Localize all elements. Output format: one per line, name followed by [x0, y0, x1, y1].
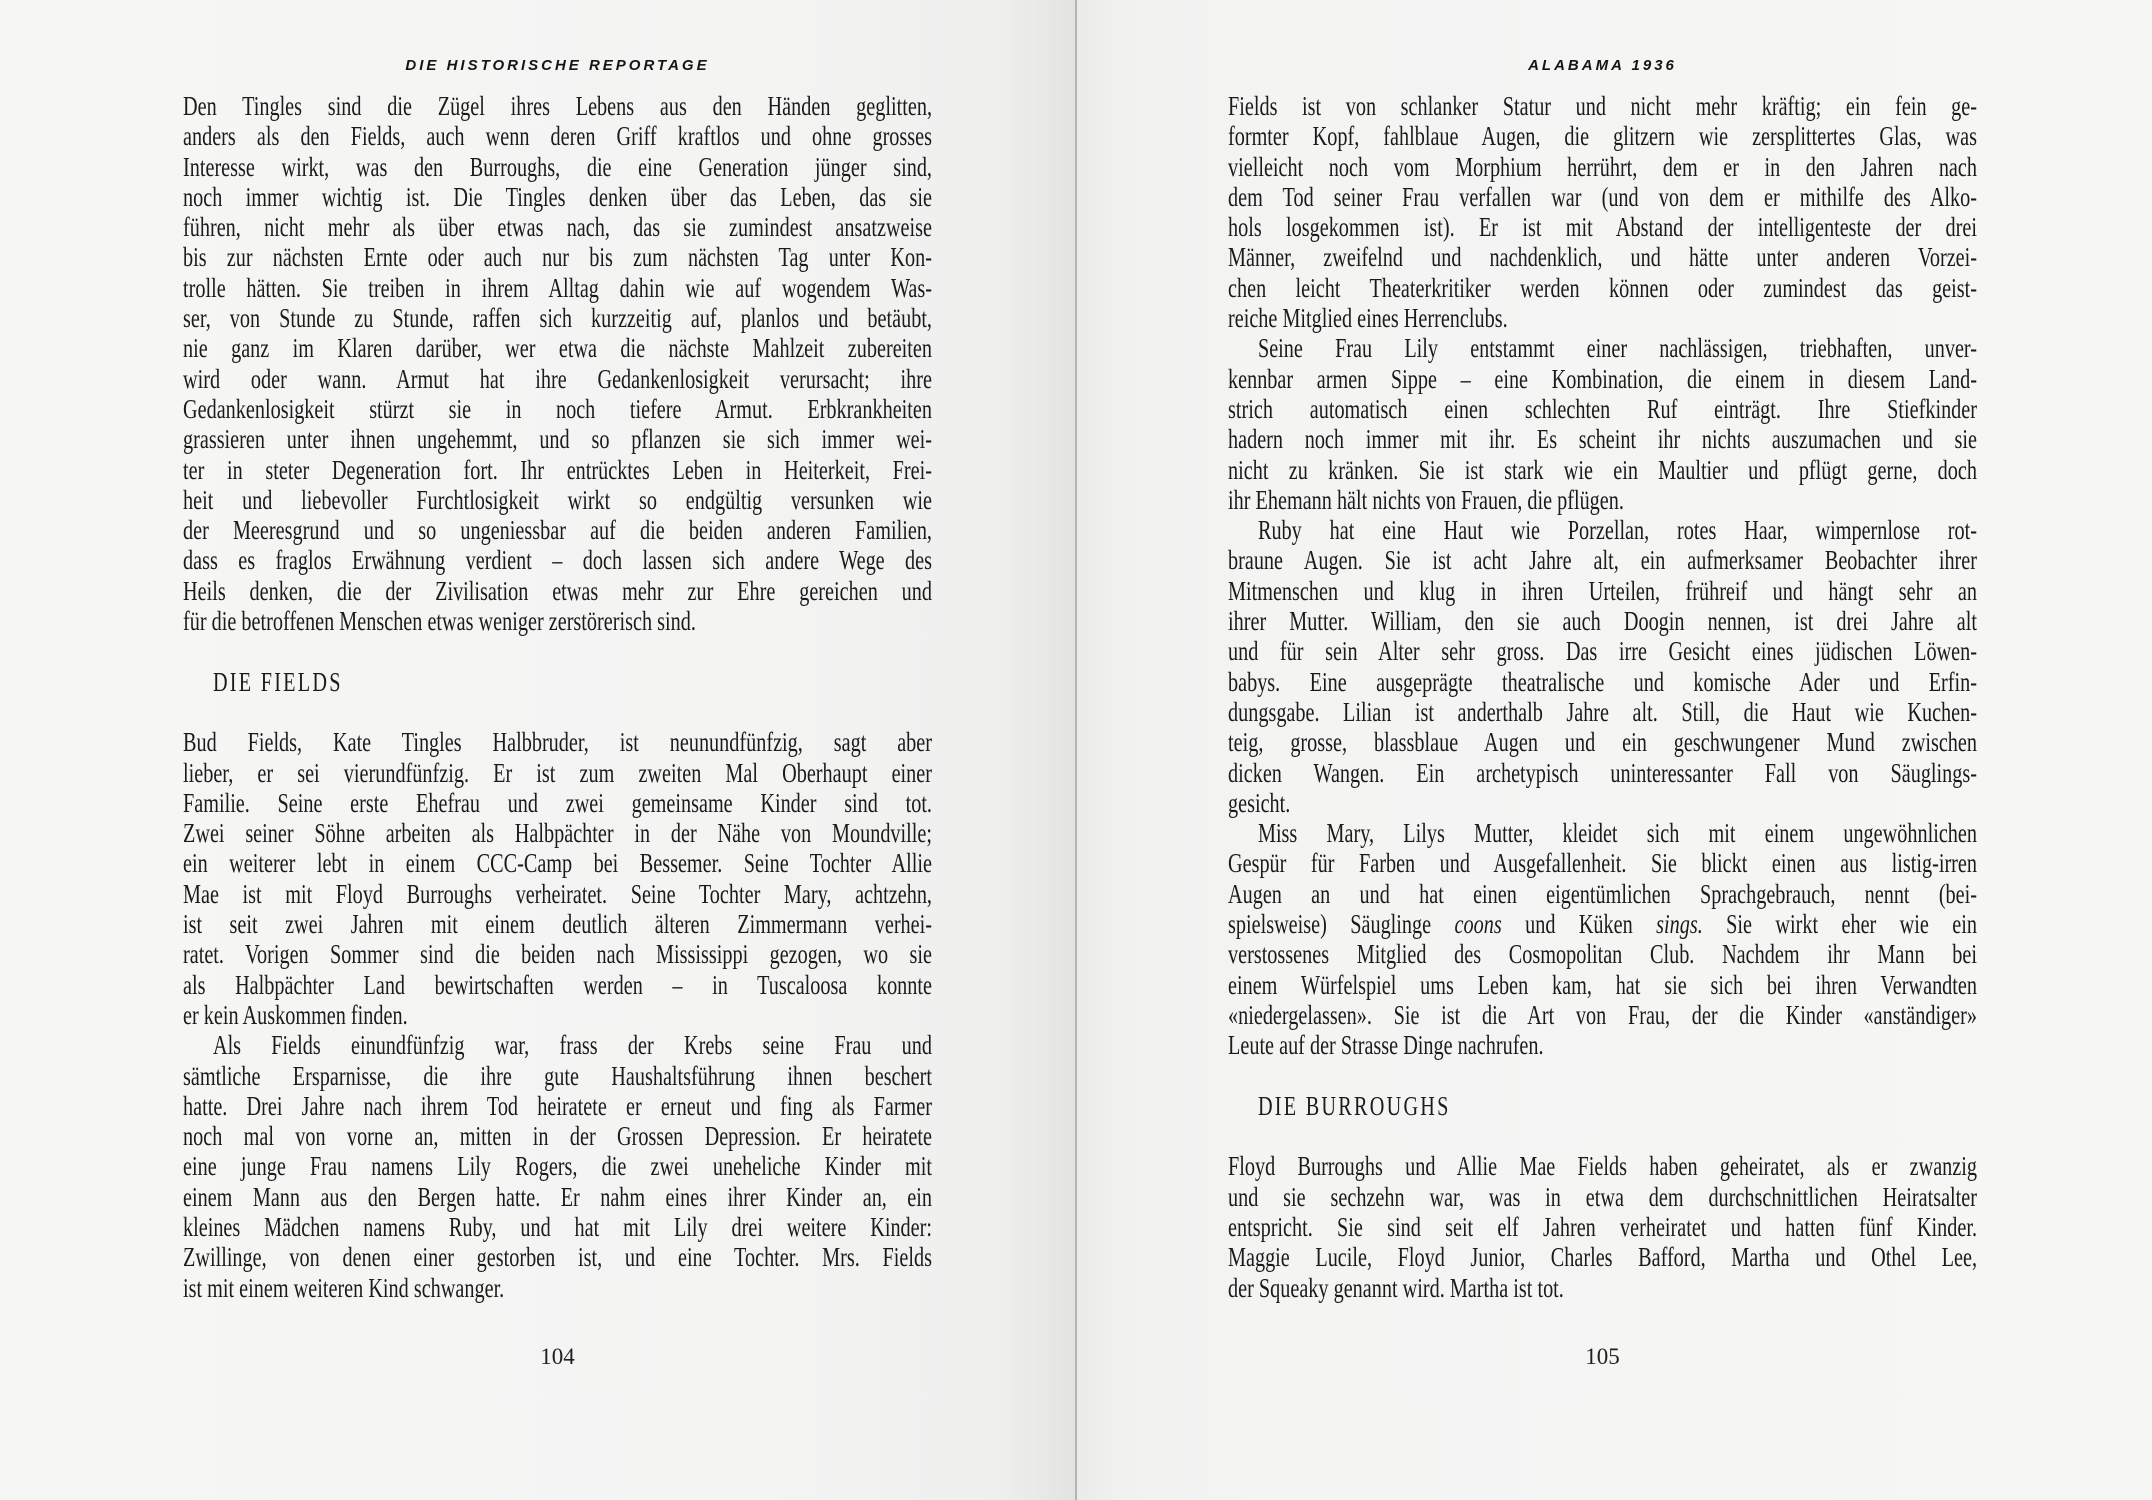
text-line: ist seit zwei Jahren mit einem deutlich älteren Zimmermann verhei- [183, 909, 932, 940]
text-line: Familie. Seine erste Ehefrau und zwei gemeinsame Kinder sind tot. [183, 787, 932, 818]
text-line: hadern noch immer mit ihr. Es scheint ihr nichts auszumachen und sie [1228, 424, 1977, 455]
text-line: trolle hätten. Sie treiben in ihrem Alltag dahin wie auf wogendem Was- [183, 272, 932, 303]
text-line: Augen an und hat einen eigentümlichen Sprachgebrauch, nennt (bei- [1228, 878, 1977, 909]
section-heading: DIE BURROUGHS [1257, 1090, 1451, 1121]
text-line: Bud Fields, Kate Tingles Halbbruder, ist neunundfünfzig, sagt aber [183, 727, 932, 758]
text-line: braune Augen. Sie ist acht Jahre alt, ein aufmerksamer Beobachter ihrer [1228, 545, 1977, 576]
text-line: Männer, zweifelnd und nachdenklich, und hätte unter anderen Vorzei- [1228, 242, 1977, 273]
paragraph [183, 727, 932, 1030]
text-line: er kein Auskommen finden. [183, 999, 408, 1030]
text-line: Mitmenschen und klug in ihren Urteilen, frühreif und hängt sehr an [1228, 575, 1977, 606]
text-line: heit und liebevoller Furchtlosigkeit wirkt so endgültig versunken wie [183, 484, 932, 515]
text-line: der Squeaky genannt wird. Martha ist tot. [1228, 1272, 1564, 1303]
text-line: dem Tod seiner Frau verfallen war (und von dem er mithilfe des Alko- [1228, 181, 1977, 212]
text-line: dicken Wangen. Ein archetypisch uninteressanter Fall von Säuglings- [1228, 757, 1977, 788]
right-page-number: 105 [1585, 1344, 1620, 1369]
paragraph [183, 91, 932, 636]
text-line: einem Mann aus den Bergen hatte. Er nahm eines ihrer Kinder an, ein [183, 1181, 932, 1212]
paragraph [1228, 333, 1977, 515]
text-line: Miss Mary, Lilys Mutter, kleidet sich mit einem ungewöhnlichen [1257, 818, 1977, 849]
text-line: Leute auf der Strasse Dinge nachrufen. [1228, 1030, 1544, 1061]
text-line: noch mal von vorne an, mitten in der Grossen Depression. Er heiratete [183, 1121, 932, 1152]
right-page-text [1228, 91, 1977, 1303]
paragraph [1228, 515, 1977, 818]
text-line: teig, grosse, blassblaue Augen und ein geschwungener Mund zwischen [1228, 727, 1977, 758]
text-line: ser, von Stunde zu Stunde, raffen sich kurzzeitig auf, planlos und betäubt, [183, 303, 932, 334]
text-line: Den Tingles sind die Zügel ihres Lebens aus den Händen geglitten, [183, 91, 932, 121]
text-line: sämtliche Ersparnisse, die ihre gute Haushaltsführung ihnen beschert [183, 1060, 932, 1091]
text-line: ist mit einem weiteren Kind schwanger. [183, 1272, 505, 1303]
text-line: führen, nicht mehr als über etwas nach, das sie zumindest ansatzweise [183, 212, 932, 243]
text-line: formter Kopf, fahlblaue Augen, die glitzern wie zersplittertes Glas, was [1228, 121, 1977, 152]
paragraph [1228, 91, 1977, 333]
text-line: nicht zu kränken. Sie ist stark wie ein Maultier und pflügt gerne, doch [1228, 454, 1977, 485]
right-running-head: ALABAMA 1936 [1528, 57, 1677, 74]
paragraph [1228, 1151, 1977, 1302]
text-line: spielsweise) Säuglinge coons und Küken sings. Sie wirkt eher wie ein [1228, 909, 1977, 940]
left-page [0, 0, 1075, 1500]
text-line: der Meeresgrund und so ungeniessbar auf die beiden anderen Familien, [183, 515, 932, 546]
text-line: Ruby hat eine Haut wie Porzellan, rotes Haar, wimpernlose rot- [1257, 515, 1977, 546]
paragraph [183, 1030, 932, 1303]
text-line: Seine Frau Lily entstammt einer nachlässigen, triebhaften, unver- [1257, 333, 1977, 364]
text-line: Gespür für Farben und Ausgefallenheit. Sie blickt einen aus listig-irren [1228, 848, 1977, 879]
text-line: Zwillinge, von denen einer gestorben ist, und eine Tochter. Mrs. Fields [183, 1242, 932, 1273]
text-line: Zwei seiner Söhne arbeiten als Halbpächter in der Nähe von Moundville; [183, 818, 932, 849]
text-line: eine junge Frau namens Lily Rogers, die zwei uneheliche Kinder mit [183, 1151, 932, 1182]
text-line: verstossenes Mitglied des Cosmopolitan Club. Nachdem ihr Mann bei [1228, 939, 1977, 970]
text-line: chen leicht Theaterkritiker werden können oder zumindest das geist- [1228, 272, 1977, 303]
text-line: «niedergelassen». Sie ist die Art von Frau, der die Kinder «anständiger» [1228, 999, 1977, 1030]
text-line: als Halbpächter Land bewirtschaften werden – in Tuscaloosa konnte [183, 969, 932, 1000]
text-line: Interesse wirkt, was den Burroughs, die eine Generation jünger sind, [183, 151, 932, 182]
text-line: ter in steter Degeneration fort. Ihr entrücktes Leben in Heiterkeit, Frei- [183, 454, 932, 485]
text-line: strich automatisch einen schlechten Ruf einträgt. Ihre Stiefkinder [1228, 393, 1977, 424]
text-line: nie ganz im Klaren darüber, wer etwa die nächste Mahlzeit zubereiten [183, 333, 932, 364]
paragraph [1228, 818, 1977, 1060]
section-heading: DIE FIELDS [212, 666, 343, 697]
text-line: grassieren unter ihnen ungehemmt, und so pflanzen sie sich immer wei- [183, 424, 932, 455]
text-line: hatte. Drei Jahre nach ihrem Tod heiratete er erneut und fing als Farmer [183, 1090, 932, 1121]
text-line: für die betroffenen Menschen etwas weniger zerstörerisch sind. [183, 606, 696, 637]
text-line: gesicht. [1228, 787, 1291, 818]
left-page-number: 104 [540, 1344, 575, 1369]
text-line: ratet. Vorigen Sommer sind die beiden nach Mississippi gezogen, wo sie [183, 939, 932, 970]
left-running-head: DIE HISTORISCHE REPORTAGE [405, 57, 710, 74]
text-line: dass es fraglos Erwähnung verdient – doch lassen sich andere Wege des [183, 545, 932, 576]
text-line: Heils denken, die der Zivilisation etwas mehr zur Ehre gereichen und [183, 575, 932, 606]
text-line: babys. Eine ausgeprägte theatralische und komische Ader und Erfin- [1228, 666, 1977, 697]
left-page-text [183, 91, 932, 1303]
text-line: bis zur nächsten Ernte oder auch nur bis zum nächsten Tag unter Kon- [183, 242, 932, 273]
text-line: Als Fields einundfünfzig war, frass der Krebs seine Frau und [212, 1030, 932, 1061]
text-line: einem Würfelspiel ums Leben kam, hat sie sich bei ihren Verwandten [1228, 969, 1977, 1000]
text-line: Fields ist von schlanker Statur und nicht mehr kräftig; ein fein ge- [1228, 91, 1977, 121]
text-line: dungsgabe. Lilian ist anderthalb Jahre alt. Still, die Haut wie Kuchen- [1228, 696, 1977, 727]
text-line: und für sein Alter sehr gross. Das irre Gesicht eines jüdischen Löwen- [1228, 636, 1977, 667]
text-line: Maggie Lucile, Floyd Junior, Charles Bafford, Martha und Othel Lee, [1228, 1242, 1977, 1273]
text-line: vielleicht noch vom Morphium herrührt, dem er in den Jahren nach [1228, 151, 1977, 182]
text-line: noch immer wichtig ist. Die Tingles denken über das Leben, das sie [183, 181, 932, 212]
text-line: reiche Mitglied eines Herrenclubs. [1228, 303, 1508, 334]
right-page [1077, 0, 2152, 1500]
text-line: ein weiterer lebt in einem CCC-Camp bei Bessemer. Seine Tochter Allie [183, 848, 932, 879]
text-line: und sie sechzehn war, was in etwa dem durchschnittlichen Heiratsalter [1228, 1181, 1977, 1212]
text-line: ihr Ehemann hält nichts von Frauen, die pflügen. [1228, 484, 1624, 515]
text-line: kennbar armen Sippe – eine Kombination, die einem in diesem Land- [1228, 363, 1977, 394]
text-line: lieber, er sei vierundfünfzig. Er ist zum zweiten Mal Oberhaupt einer [183, 757, 932, 788]
text-line: entspricht. Sie sind seit elf Jahren verheiratet und hatten fünf Kinder. [1228, 1211, 1977, 1242]
text-line: hols losgekommen ist). Er ist mit Abstand der intelligenteste der drei [1228, 212, 1977, 243]
text-line: wird oder wann. Armut hat ihre Gedankenlosigkeit verursacht; ihre [183, 363, 932, 394]
text-line: anders als den Fields, auch wenn deren Griff kraftlos und ohne grosses [183, 121, 932, 152]
text-line: Floyd Burroughs und Allie Mae Fields haben geheiratet, als er zwanzig [1228, 1151, 1977, 1182]
text-line: ihrer Mutter. William, den sie auch Doogin nennen, ist drei Jahre alt [1228, 606, 1977, 637]
text-line: Gedankenlosigkeit stürzt sie in noch tiefere Armut. Erbkrankheiten [183, 393, 932, 424]
text-line: kleines Mädchen namens Ruby, und hat mit Lily drei weitere Kinder: [183, 1211, 932, 1242]
text-line: Mae ist mit Floyd Burroughs verheiratet. Seine Tochter Mary, achtzehn, [183, 878, 932, 909]
